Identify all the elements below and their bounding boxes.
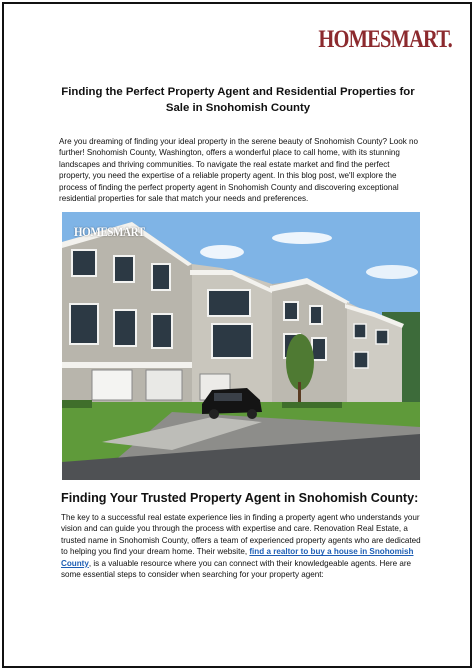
photo-watermark: HOMESMART <box>74 224 145 239</box>
property-photo <box>62 212 420 480</box>
document-title: Finding the Perfect Property Agent and Residential Properties for Sale in Snohomish County <box>61 86 415 114</box>
section-paragraph <box>61 512 421 580</box>
section-text-after: , is a valuable resource where you can connect with their knowledgeable agents. Here are some essential steps to consider when searching for your property agent: <box>61 558 412 580</box>
section-heading: Finding Your Trusted Property Agent in Snohomish County: <box>61 491 419 505</box>
intro-paragraph: Are you dreaming of finding your ideal property in the serene beauty of Snohomish County? Look no further! Snohomish County, Washington, offers a wonderful place to call home, with its stunning landscapes and thriving communities. To navigate the real estate market and find the perfect property, you need the expertise of a reliable property agent. In this blog post, we'll explore the process of finding the perfect property agent in Snohomish County and discovering exceptional residential properties for sale that match your needs and preferences. <box>59 137 419 204</box>
homesmart-logo: HOMESMART. <box>318 26 452 53</box>
townhouse-illustration <box>62 212 420 480</box>
section-text-before: The key to a successful real estate experience lies in finding a property agent who understands your vision and can guide you through the process with expertise and care. Renovation Real Estate, a trusted name in Snohomish County, offers a team of experienced property agents who are dedicated to helping you find your dream home. Their website, <box>61 513 421 557</box>
realtor-link[interactable]: find a realtor to buy a house in Snohomish County <box>61 547 414 568</box>
document-page <box>2 2 472 668</box>
